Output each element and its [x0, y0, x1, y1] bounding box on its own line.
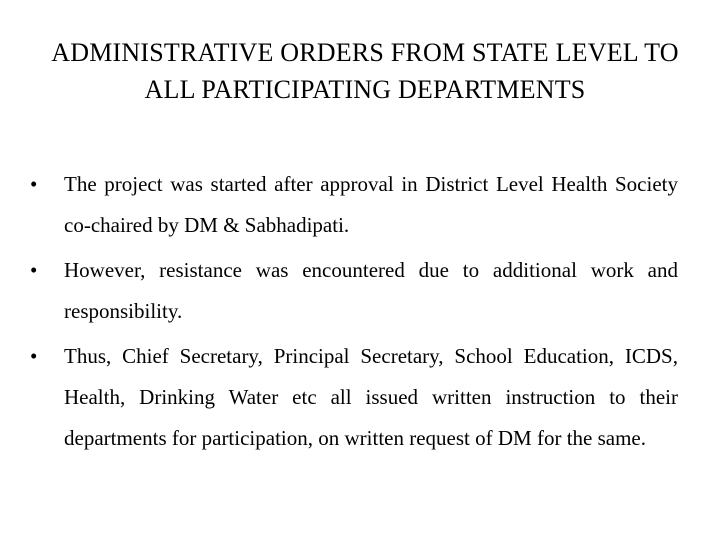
slide-title: ADMINISTRATIVE ORDERS FROM STATE LEVEL TO ALL PARTICIPATING DEPARTMENTS: [51, 38, 679, 104]
bullet-icon: •: [30, 172, 38, 196]
bullet-text: Thus, Chief Secretary, Principal Secretary, School Education, ICDS, Health, Drinking Water etc all issued written instruction to their departments for participation, on written request of DM for the same.: [64, 344, 678, 450]
bullet-item: [30, 164, 678, 246]
bullet-item: [30, 336, 678, 459]
bullet-icon: •: [30, 344, 38, 368]
bullet-text: The project was started after approval in District Level Health Society co-chaired by DM & Sabhadipati.: [64, 172, 678, 237]
bullet-text: However, resistance was encountered due to additional work and responsibility.: [64, 258, 678, 323]
bullet-icon: •: [30, 258, 38, 282]
bullet-list: [30, 164, 678, 463]
bullet-item: [30, 250, 678, 332]
